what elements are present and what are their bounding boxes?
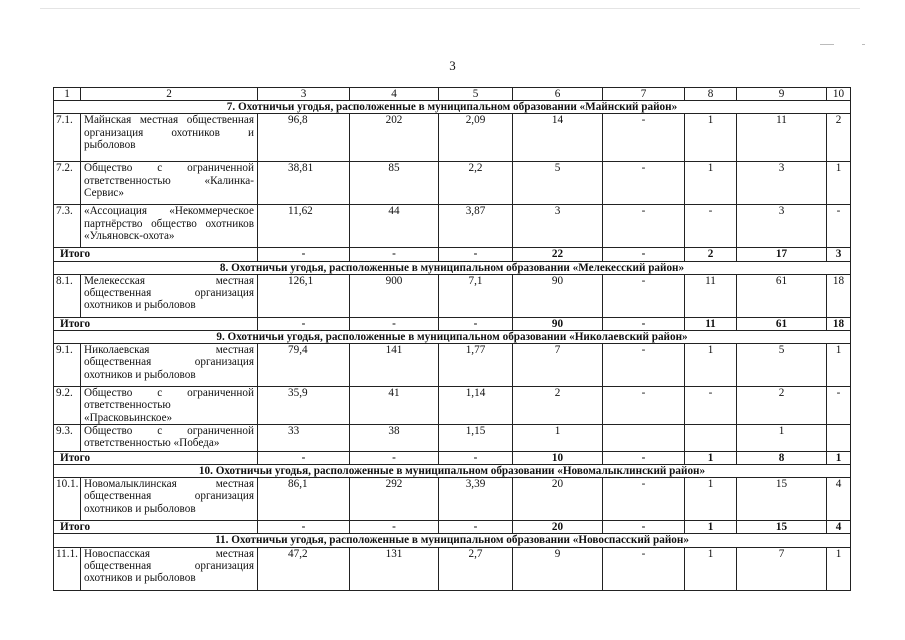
value-cell: 41 [350, 387, 439, 425]
value-cell [603, 424, 685, 451]
value-cell: 38,81 [258, 162, 350, 205]
value-cell: 85 [350, 162, 439, 205]
value-cell: 3,39 [439, 478, 513, 521]
row-index: 10.1. [54, 478, 81, 521]
value-cell [827, 424, 851, 451]
total-value: - [603, 317, 685, 330]
row-index: 7.1. [54, 114, 81, 162]
value-cell: 15 [737, 478, 827, 521]
value-cell: - [603, 114, 685, 162]
value-cell: 35,9 [258, 387, 350, 425]
total-value: - [350, 521, 439, 534]
section-title-row [54, 331, 851, 344]
value-cell: 20 [513, 478, 603, 521]
value-cell: 3,87 [439, 205, 513, 248]
value-cell: - [827, 205, 851, 248]
total-value: 8 [737, 451, 827, 464]
value-cell: 44 [350, 205, 439, 248]
value-cell: 1 [827, 547, 851, 590]
value-cell: - [603, 274, 685, 317]
section-title-row [54, 101, 851, 114]
value-cell: 2,09 [439, 114, 513, 162]
table-row [54, 547, 851, 590]
value-cell: 33 [258, 424, 350, 451]
total-value: 1 [685, 451, 737, 464]
value-cell: - [603, 478, 685, 521]
total-value: - [258, 521, 350, 534]
value-cell: 202 [350, 114, 439, 162]
value-cell: 900 [350, 274, 439, 317]
total-value: - [258, 248, 350, 261]
value-cell: 4 [827, 478, 851, 521]
column-number-cell: 1 [54, 88, 81, 101]
value-cell: 1 [827, 162, 851, 205]
value-cell: 1,14 [439, 387, 513, 425]
value-cell: 131 [350, 547, 439, 590]
total-value: - [603, 248, 685, 261]
column-number-cell: 2 [81, 88, 258, 101]
total-value: - [439, 248, 513, 261]
value-cell: 5 [513, 162, 603, 205]
total-row [54, 451, 851, 464]
value-cell: 1,15 [439, 424, 513, 451]
total-value: 10 [513, 451, 603, 464]
section-title: 7. Охотничьи угодья, расположенные в муниципальном образовании «Майнский район» [54, 101, 851, 114]
value-cell: 1 [685, 344, 737, 387]
section-title: 9. Охотничьи угодья, расположенные в муниципальном образовании «Николаевский район» [54, 331, 851, 344]
value-cell: 141 [350, 344, 439, 387]
value-cell: 1,77 [439, 344, 513, 387]
table-row [54, 274, 851, 317]
total-value: - [350, 248, 439, 261]
total-label: Итого [54, 521, 258, 534]
column-number-cell: 4 [350, 88, 439, 101]
row-index: 7.2. [54, 162, 81, 205]
organization-name: Майнская местная общественная организация охотников и рыболовов [81, 114, 258, 162]
value-cell: 86,1 [258, 478, 350, 521]
value-cell: 1 [685, 547, 737, 590]
value-cell: 11 [737, 114, 827, 162]
total-value: 1 [827, 451, 851, 464]
value-cell: 1 [827, 344, 851, 387]
row-index: 9.2. [54, 387, 81, 425]
total-label: Итого [54, 451, 258, 464]
value-cell: - [685, 387, 737, 425]
organization-name: Мелекесская местная общественная организация охотников и рыболовов [81, 274, 258, 317]
value-cell: 61 [737, 274, 827, 317]
value-cell: 1 [513, 424, 603, 451]
total-value: - [439, 317, 513, 330]
total-value: 15 [737, 521, 827, 534]
total-value: - [603, 451, 685, 464]
total-row [54, 521, 851, 534]
section-title-row [54, 261, 851, 274]
total-value: 22 [513, 248, 603, 261]
table-row [54, 114, 851, 162]
value-cell: - [827, 387, 851, 425]
total-value: - [350, 317, 439, 330]
organization-name: Николаевская местная общественная организация охотников и рыболовов [81, 344, 258, 387]
value-cell: 292 [350, 478, 439, 521]
column-number-cell: 8 [685, 88, 737, 101]
value-cell: - [603, 162, 685, 205]
total-value: 4 [827, 521, 851, 534]
value-cell: 14 [513, 114, 603, 162]
table-header-row [54, 88, 851, 101]
section-title-row [54, 534, 851, 547]
total-value: 2 [685, 248, 737, 261]
table-row [54, 424, 851, 451]
row-index: 9.1. [54, 344, 81, 387]
organization-name: «Ассоциация «Некоммерческое партнёрство общество охотников «Ульяновск-охота» [81, 205, 258, 248]
total-value: 1 [685, 521, 737, 534]
scan-artifact [820, 44, 834, 45]
row-index: 7.3. [54, 205, 81, 248]
total-value: 20 [513, 521, 603, 534]
page-number: 3 [449, 58, 456, 73]
total-value: - [439, 451, 513, 464]
value-cell: 96,8 [258, 114, 350, 162]
value-cell: 2,7 [439, 547, 513, 590]
total-label: Итого [54, 317, 258, 330]
section-title-row [54, 465, 851, 478]
value-cell [685, 424, 737, 451]
value-cell: 1 [685, 162, 737, 205]
value-cell: 47,2 [258, 547, 350, 590]
total-row [54, 317, 851, 330]
total-value: - [350, 451, 439, 464]
total-value: - [439, 521, 513, 534]
value-cell: - [603, 205, 685, 248]
value-cell: 7,1 [439, 274, 513, 317]
scan-artifact [862, 44, 865, 45]
value-cell: 5 [737, 344, 827, 387]
value-cell: 1 [685, 478, 737, 521]
total-value: 11 [685, 317, 737, 330]
organization-name: Общество с ограниченной ответственностью «Калинка-Сервис» [81, 162, 258, 205]
hunting-grounds-table [53, 87, 851, 591]
value-cell: 79,4 [258, 344, 350, 387]
organization-name: Общество с ограниченной ответственностью «Победа» [81, 424, 258, 451]
table-row [54, 205, 851, 248]
row-index: 9.3. [54, 424, 81, 451]
total-value: 90 [513, 317, 603, 330]
value-cell: - [603, 344, 685, 387]
table-row [54, 478, 851, 521]
value-cell: 2 [827, 114, 851, 162]
total-row [54, 248, 851, 261]
value-cell: 18 [827, 274, 851, 317]
value-cell: 7 [513, 344, 603, 387]
column-number-cell: 5 [439, 88, 513, 101]
value-cell: 11,62 [258, 205, 350, 248]
column-number-cell: 9 [737, 88, 827, 101]
total-value: 18 [827, 317, 851, 330]
table-row [54, 387, 851, 425]
total-value: 61 [737, 317, 827, 330]
section-title: 8. Охотничьи угодья, расположенные в муниципальном образовании «Мелекесский район» [54, 261, 851, 274]
column-number-cell: 3 [258, 88, 350, 101]
row-index: 11.1. [54, 547, 81, 590]
value-cell: 38 [350, 424, 439, 451]
value-cell: - [603, 547, 685, 590]
value-cell: 1 [685, 114, 737, 162]
row-index: 8.1. [54, 274, 81, 317]
organization-name: Общество с ограниченной ответственностью «Прасковьинское» [81, 387, 258, 425]
total-value: - [258, 451, 350, 464]
organization-name: Новоспасская местная общественная организация охотников и рыболовов [81, 547, 258, 590]
value-cell: 90 [513, 274, 603, 317]
value-cell: 11 [685, 274, 737, 317]
section-title: 10. Охотничьи угодья, расположенные в муниципальном образовании «Новомалыклинский район» [54, 465, 851, 478]
section-title: 11. Охотничьи угодья, расположенные в муниципальном образовании «Новоспасский район» [54, 534, 851, 547]
table-row [54, 344, 851, 387]
value-cell: 3 [737, 162, 827, 205]
value-cell: 9 [513, 547, 603, 590]
total-value: 3 [827, 248, 851, 261]
total-value: 17 [737, 248, 827, 261]
table-row [54, 162, 851, 205]
column-number-cell: 7 [603, 88, 685, 101]
total-value: - [258, 317, 350, 330]
value-cell: - [603, 387, 685, 425]
value-cell: 126,1 [258, 274, 350, 317]
value-cell: 2,2 [439, 162, 513, 205]
value-cell: 2 [737, 387, 827, 425]
value-cell: 7 [737, 547, 827, 590]
value-cell: 3 [513, 205, 603, 248]
scan-artifact [40, 8, 860, 9]
column-number-cell: 10 [827, 88, 851, 101]
value-cell: 3 [737, 205, 827, 248]
value-cell: - [685, 205, 737, 248]
value-cell: 1 [737, 424, 827, 451]
column-number-cell: 6 [513, 88, 603, 101]
total-label: Итого [54, 248, 258, 261]
organization-name: Новомалыклинская местная общественная организация охотников и рыболовов [81, 478, 258, 521]
value-cell: 2 [513, 387, 603, 425]
total-value: - [603, 521, 685, 534]
